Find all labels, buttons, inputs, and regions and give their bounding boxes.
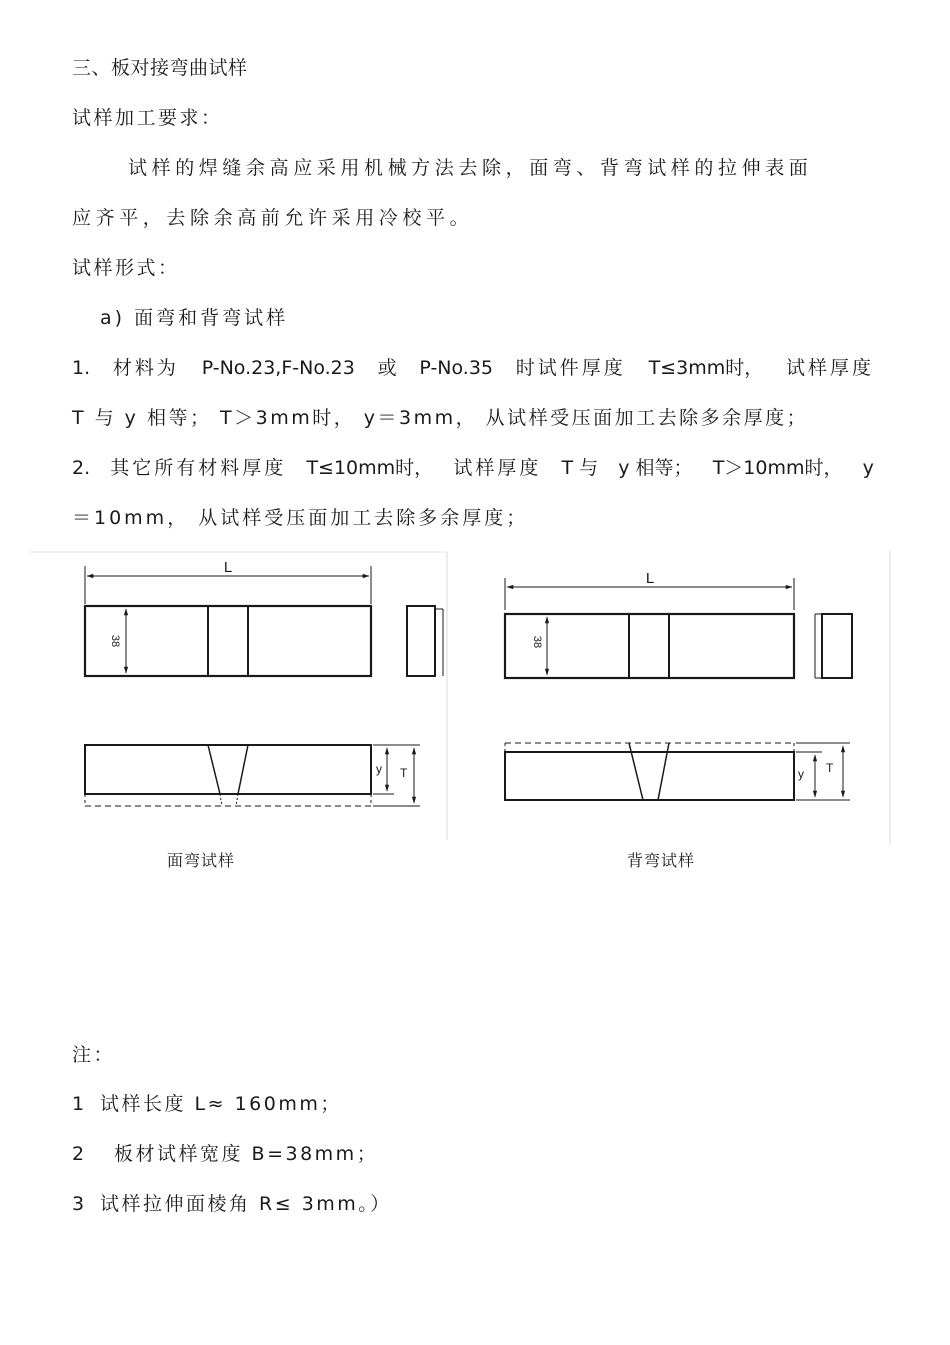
rule-2-part: 2. <box>72 457 91 479</box>
back-bend-caption: 背弯试样 <box>627 851 696 870</box>
rule-2-part: y 相等； <box>618 457 693 479</box>
left-width-label: 38 <box>109 634 121 648</box>
rule-2-line-2: ＝10mm， 从试样受压面加工去除多余厚度； <box>72 507 529 529</box>
left-side-view <box>85 745 371 794</box>
left-top-view <box>85 606 371 676</box>
rule-1-line-2: T 与 y 相等； T＞3mm时， y＝3mm， 从试样受压面加工去除多余厚度； <box>72 407 809 429</box>
note-number: 3 <box>72 1193 85 1215</box>
specimen-figure <box>0 540 950 860</box>
rule-1-part: P-No.35 <box>419 357 494 379</box>
face-bend-caption: 面弯试样 <box>167 851 236 870</box>
left-y-label: y <box>376 762 382 776</box>
rule-1-line-1 <box>72 356 874 380</box>
left-groove-root <box>236 794 238 806</box>
processing-line-1: 试样的焊缝余高应采用机械方法去除，面弯、背弯试样的拉伸表面 <box>128 157 813 179</box>
left-groove-line <box>208 745 220 794</box>
section-heading: 三、板对接弯曲试样 <box>72 57 248 79</box>
note-text: 板材试样宽度 B=38mm； <box>114 1143 379 1165</box>
right-side-view <box>505 752 794 800</box>
rule-1-part: 或 <box>377 357 397 379</box>
left-T-label: T <box>400 766 408 780</box>
processing-line-2: 应齐平，去除余高前允许采用冷校平。 <box>72 207 474 229</box>
left-end-view <box>407 606 435 676</box>
right-y-label: y <box>798 767 804 781</box>
right-width-label: 38 <box>531 635 543 649</box>
right-L-label: L <box>645 570 655 587</box>
left-L-label: L <box>223 559 233 576</box>
form-label: 试样形式： <box>72 257 180 279</box>
note-text: 试样拉伸面棱角 R≤ 3mm。） <box>100 1193 392 1215</box>
face-bend-drawing <box>85 566 443 806</box>
left-groove-root <box>220 794 222 806</box>
left-groove-line <box>238 745 248 794</box>
right-top-view <box>505 614 794 678</box>
rule-2-line-1 <box>72 456 874 480</box>
rule-1-part: 1. <box>72 357 91 379</box>
rule-2-part: 试样厚度 <box>453 457 542 479</box>
rule-2-part: 其它所有材料厚度 <box>110 457 287 479</box>
right-T-label: T <box>826 761 834 775</box>
note-item <box>72 1092 342 1116</box>
note-item <box>72 1192 392 1216</box>
form-item-a: a) 面弯和背弯试样 <box>100 307 289 329</box>
note-item <box>72 1142 378 1166</box>
rule-1-part: P-No.23,F-No.23 <box>201 357 355 379</box>
rule-1-part: 试样厚度 <box>785 357 874 379</box>
rule-2-part: T＞10mm时， <box>712 457 843 479</box>
rule-2-part: T≤10mm时， <box>306 457 434 479</box>
note-number: 2 <box>72 1143 85 1165</box>
rule-1-part: T≤3mm时， <box>648 357 764 379</box>
rule-1-part: 材料为 <box>112 357 179 379</box>
note-text: 试样长度 L≈ 160mm； <box>100 1093 342 1115</box>
rule-2-part: T 与 <box>561 457 599 479</box>
note-number: 1 <box>72 1093 85 1115</box>
processing-label: 试样加工要求： <box>72 107 223 129</box>
rule-2-part: y <box>862 457 874 479</box>
notes-label: 注： <box>72 1044 116 1066</box>
rule-1-part: 时试件厚度 <box>515 357 626 379</box>
right-end-view <box>822 614 852 678</box>
